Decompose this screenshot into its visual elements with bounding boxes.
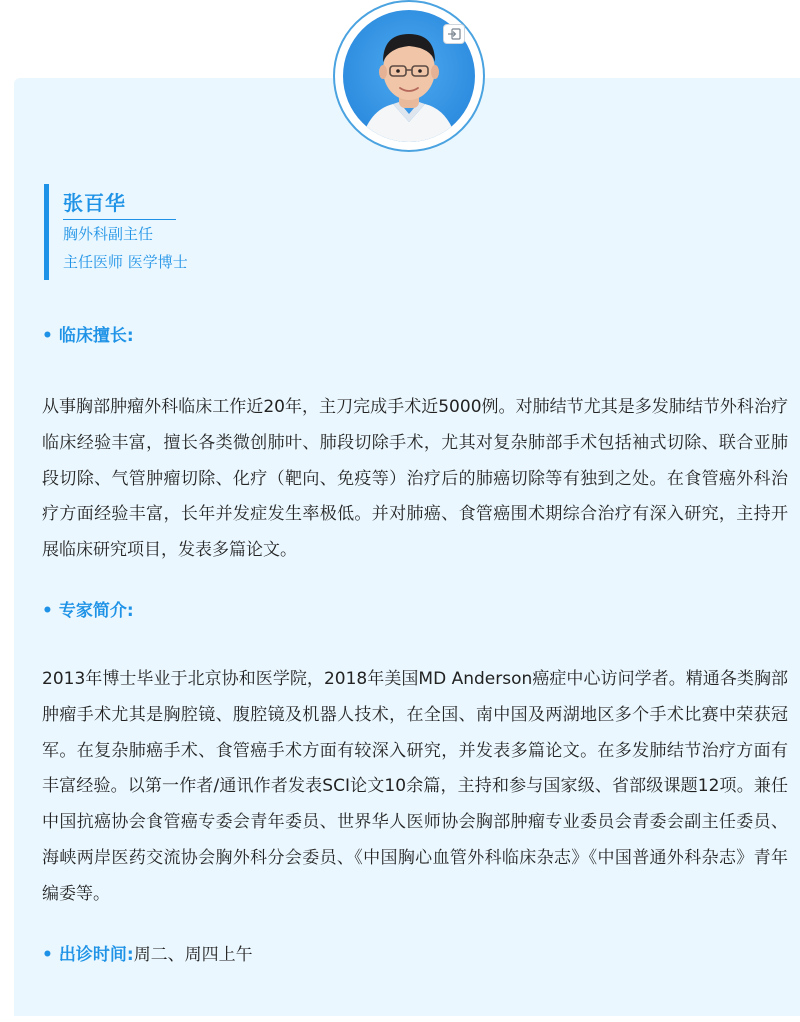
export-icon[interactable] bbox=[443, 24, 465, 44]
specialty-heading bbox=[42, 323, 134, 349]
intro-heading bbox=[42, 598, 134, 624]
clinic-heading bbox=[42, 942, 253, 968]
doctor-credentials: 主任医师 医学博士 bbox=[63, 253, 188, 271]
bullet: • bbox=[42, 601, 53, 621]
intro-text: 2013年博士毕业于北京协和医学院，2018年美国MD Anderson癌症中心访问学者。精通各类胸部肿瘤手术尤其是胸腔镜、腹腔镜及机器人技术，在全国、南中国及两湖地区多个手术比赛中荣获冠军。在复杂肺癌手术、食管癌手术方面有较深入研究，并发表多篇论文。在多发肺结节治疗方面有丰富经验。以第一作者/通讯作者发表SCI论文10余篇，主持和参与国家级、省部级课题12项。兼任中国抗癌协会食管癌专委会青年委员、世界华人医师协会胸部肿瘤专业委员会青委会副主任委员、海峡两岸医药交流协会胸外科分会委员、《中国胸心血管外科临床杂志》《中国普通外科杂志》青年编委等。 bbox=[42, 669, 788, 904]
doctor-department: 胸外科副主任 bbox=[63, 225, 154, 243]
clinic-heading-label: 出诊时间: bbox=[58, 945, 134, 965]
doctor-info bbox=[44, 184, 344, 280]
clinic-time-value: 周二、周四上午 bbox=[133, 945, 253, 965]
avatar-frame bbox=[333, 0, 485, 152]
specialty-text: 从事胸部肿瘤外科临床工作近20年，主刀完成手术近5000例。对肺结节尤其是多发肺结节外科治疗临床经验丰富，擅长各类微创肺叶、肺段切除手术，尤其对复杂肺部手术包括袖式切除、联合亚肺段切除、气管肿瘤切除、化疗（靶向、免疫等）治疗后的肺癌切除等有独到之处。在食管癌外科治疗方面经验丰富，长年并发症发生率极低。并对肺癌、食管癌围术期综合治疗有深入研究，主持开展临床研究项目，发表多篇论文。 bbox=[42, 397, 788, 561]
bullet: • bbox=[42, 326, 53, 346]
intro-heading-label: 专家简介: bbox=[58, 601, 134, 621]
bullet: • bbox=[42, 945, 53, 965]
doctor-name: 张百华 bbox=[63, 191, 126, 215]
specialty-heading-label: 临床擅长: bbox=[58, 326, 134, 346]
